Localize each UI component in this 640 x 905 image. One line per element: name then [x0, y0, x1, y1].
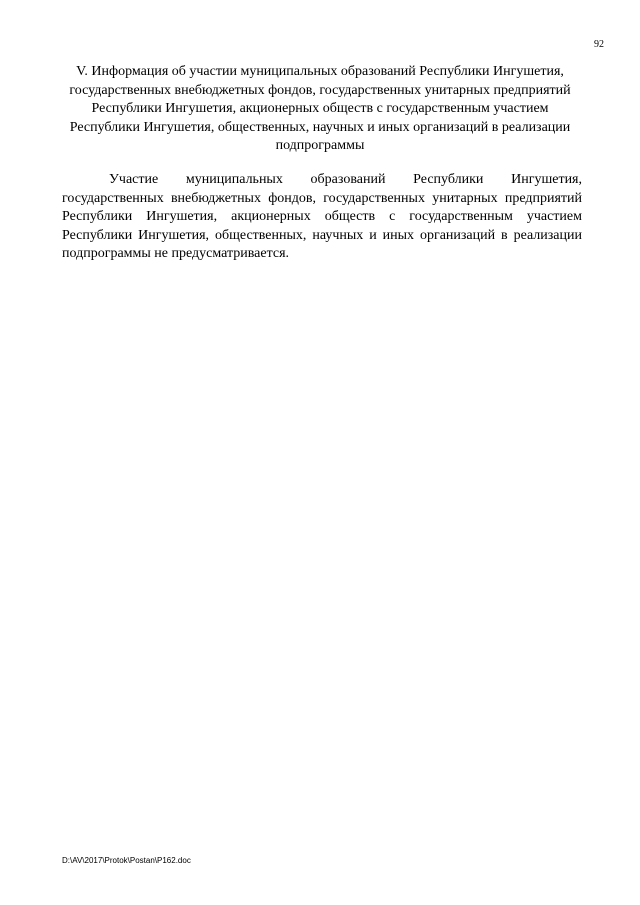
section-heading: V. Информация об участии муниципальных образований Республики Ингушетия, государственных внебюджетных фондов, государственных унитарных предприятий Республики Ингушетия, акционерных обществ с государственным участием Республики Ингушетия, общественных, научных и иных организаций в реализации подпрограммы: [69, 64, 571, 153]
footer-file-path: D:\AV\2017\Protok\Postan\P162.doc: [62, 856, 191, 865]
body-paragraph: Участие муниципальных образований Республики Ингушетия, государственных внебюджетных фондов, государственных унитарных предприятий Республики Ингушетия, акционерных обществ с государственным участием Республики Ингушетия, общественных, научных и иных организаций в реализации подпрограммы не предусматривается.: [62, 172, 582, 261]
page-number: 92: [594, 39, 604, 50]
